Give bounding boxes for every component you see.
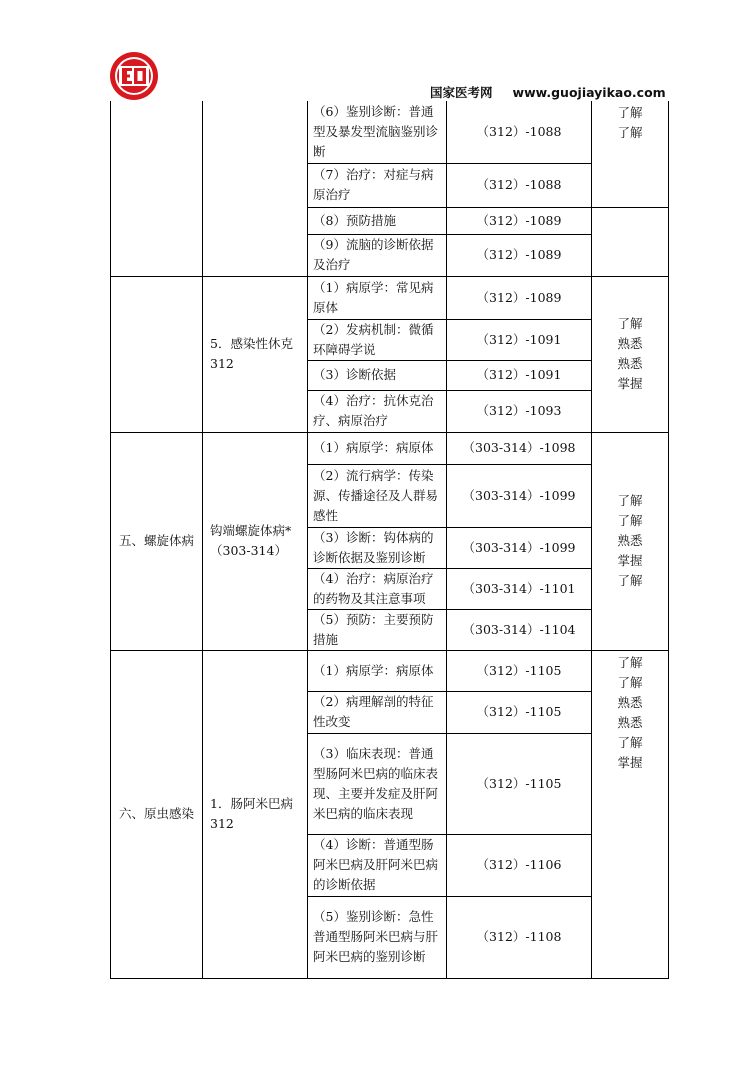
topic-page: （303-314） [210, 543, 287, 558]
requirement-level: 了解 [617, 513, 643, 528]
requirement-level: 掌握 [617, 754, 643, 770]
topic-title: 5．感染性休克 [210, 336, 293, 351]
topic-page: 312 [210, 816, 234, 831]
requirement-cell [592, 276, 669, 432]
requirement-level: 掌握 [617, 376, 643, 391]
page-cell: （312）-1105 [447, 650, 592, 691]
item-cell: （8）预防措施 [308, 207, 447, 234]
requirement-level: 掌握 [617, 553, 643, 568]
site-header [430, 83, 666, 101]
topic-cell [203, 276, 308, 432]
requirement-level: 了解 [617, 654, 643, 670]
topic-cell [203, 101, 308, 276]
page-cell: （312）-1088 [447, 101, 592, 163]
requirement-cell [592, 432, 669, 650]
requirement-cell [592, 207, 669, 276]
page-cell: （312）-1108 [447, 896, 592, 978]
section-cell: 五、螺旋体病 [111, 432, 203, 650]
item-cell: （6）鉴别诊断：普通型及暴发型流脑鉴别诊断 [308, 101, 447, 163]
item-cell: （1）病原学：病原体 [308, 650, 447, 691]
table-row [111, 432, 669, 464]
item-cell: （2）病理解剖的特征性改变 [308, 691, 447, 733]
page-cell: （303-314）-1099 [447, 464, 592, 527]
item-cell: （4）治疗：病原治疗的药物及其注意事项 [308, 568, 447, 609]
item-cell: （3）诊断依据 [308, 360, 447, 390]
page-cell: （303-314）-1101 [447, 568, 592, 609]
table-row [111, 276, 669, 319]
requirement-cell [592, 101, 669, 207]
requirement-level: 熟悉 [617, 714, 643, 730]
requirement-level: 了解 [617, 674, 643, 690]
item-cell: （2）流行病学：传染源、传播途径及人群易感性 [308, 464, 447, 527]
topic-title: 钩端螺旋体病* [210, 523, 292, 538]
requirement-level: 了解 [617, 105, 643, 120]
page-cell: （303-314）-1099 [447, 527, 592, 568]
requirement-level: 熟悉 [617, 356, 643, 371]
page-cell: （312）-1091 [447, 319, 592, 360]
logo-icon [109, 51, 159, 101]
page-cell: （303-314）-1098 [447, 432, 592, 464]
item-cell: （1）病原学：病原体 [308, 432, 447, 464]
site-url[interactable]: www.guojiayikao.com [512, 85, 666, 100]
section-cell [111, 276, 203, 432]
table-row [111, 650, 669, 691]
table-row [111, 101, 669, 163]
item-cell: （3）临床表现：普通型肠阿米巴病的临床表现、主要并发症及肝阿米巴病的临床表现 [308, 733, 447, 834]
section-cell [111, 101, 203, 276]
item-cell: （7）治疗：对症与病原治疗 [308, 163, 447, 207]
page-cell: （312）-1105 [447, 733, 592, 834]
item-cell: （4）诊断：普通型肠阿米巴病及肝阿米巴病的诊断依据 [308, 834, 447, 896]
item-cell: （9）流脑的诊断依据及治疗 [308, 234, 447, 276]
site-name: 国家医考网 [430, 85, 493, 100]
page-cell: （303-314）-1104 [447, 609, 592, 650]
topic-title: 1．肠阿米巴病 [210, 796, 293, 811]
requirement-level: 熟悉 [617, 336, 643, 351]
page-cell: （312）-1089 [447, 207, 592, 234]
page-cell: （312）-1093 [447, 390, 592, 432]
requirement-level: 了解 [617, 573, 643, 588]
item-cell: （2）发病机制：微循环障碍学说 [308, 319, 447, 360]
requirement-level: 了解 [617, 493, 643, 508]
item-cell: （3）诊断：钩体病的诊断依据及鉴别诊断 [308, 527, 447, 568]
page-cell: （312）-1105 [447, 691, 592, 733]
topic-page: 312 [210, 356, 234, 371]
requirement-level: 了解 [617, 734, 643, 750]
requirement-level: 熟悉 [617, 533, 643, 548]
topic-cell [203, 650, 308, 978]
syllabus-table [110, 101, 669, 979]
item-cell: （5）鉴别诊断：急性普通型肠阿米巴病与肝阿米巴病的鉴别诊断 [308, 896, 447, 978]
requirement-level: 熟悉 [617, 694, 643, 710]
page-cell: （312）-1091 [447, 360, 592, 390]
topic-cell [203, 432, 308, 650]
page-cell: （312）-1089 [447, 276, 592, 319]
requirement-level: 了解 [617, 316, 643, 331]
page-cell: （312）-1089 [447, 234, 592, 276]
requirement-level: 了解 [617, 125, 643, 140]
page-cell: （312）-1106 [447, 834, 592, 896]
requirement-cell [592, 650, 669, 978]
section-cell: 六、原虫感染 [111, 650, 203, 978]
page-cell: （312）-1088 [447, 163, 592, 207]
item-cell: （4）治疗：抗休克治疗、病原治疗 [308, 390, 447, 432]
item-cell: （1）病原学：常见病原体 [308, 276, 447, 319]
item-cell: （5）预防：主要预防措施 [308, 609, 447, 650]
